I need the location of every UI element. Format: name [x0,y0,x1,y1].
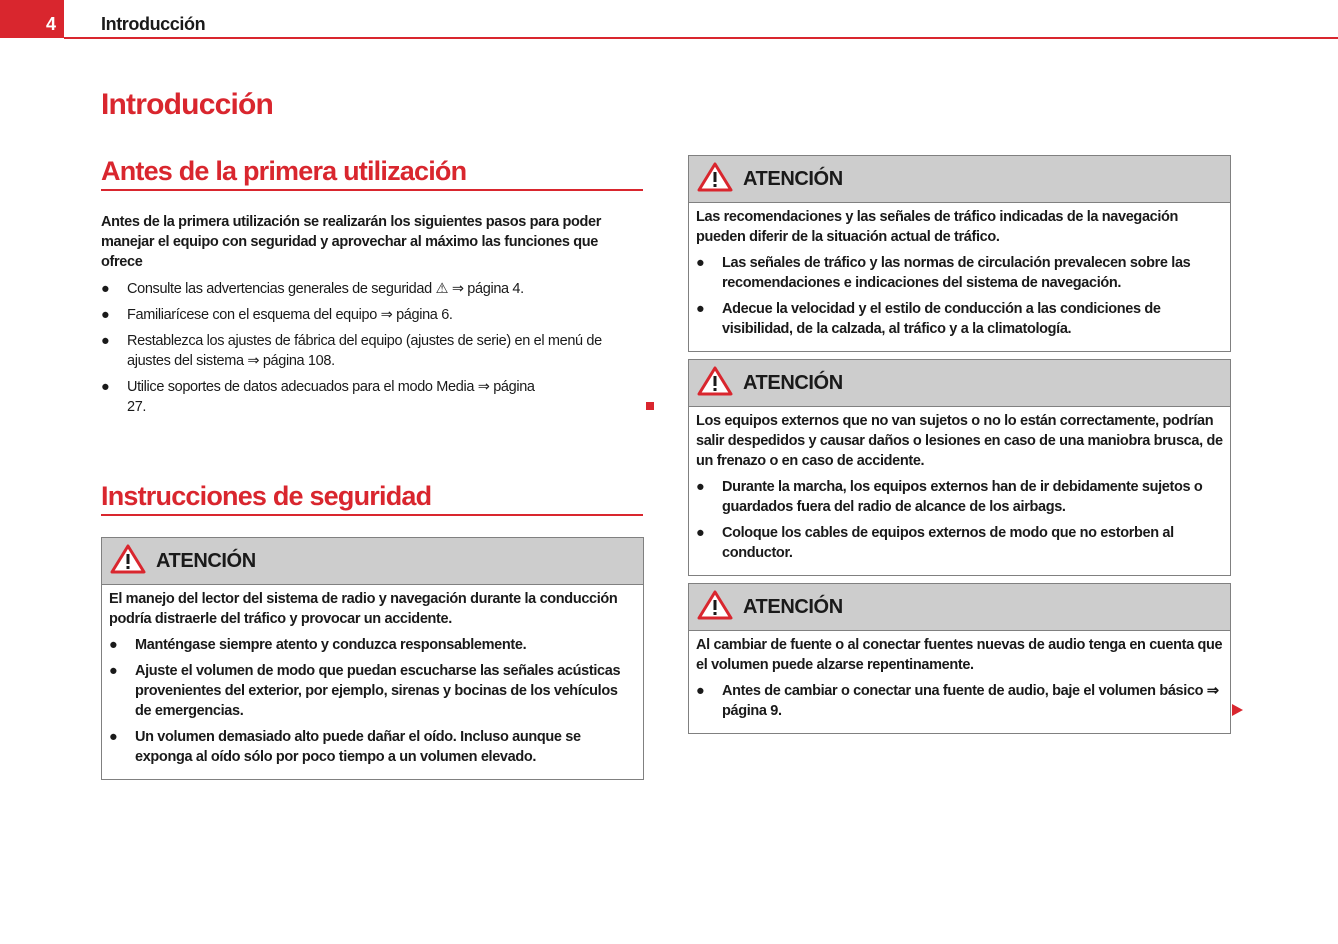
warning-triangle-icon [697,590,733,624]
bullet: ● [101,333,110,349]
bullet: ● [109,663,118,679]
warning-item-text: Coloque los cables de equipos externos de modo que no estorben al conductor. [722,525,1174,561]
warning-header [689,360,1230,407]
warning-header [689,156,1230,203]
warning-header [689,584,1230,631]
warning-item [696,299,1223,339]
section-heading-safety: Instrucciones de seguridad [101,480,643,516]
list-item-text: Utilice soportes de datos adecuados para el modo Media ⇒ página 27. [127,379,535,415]
bullet: ● [696,301,705,317]
warning-item-text: Antes de cambiar o conectar una fuente de audio, baje el volumen básico ⇒ página 9. [722,683,1219,719]
bullet: ● [696,525,705,541]
section-end-mark [646,402,654,410]
warning-item [696,477,1223,517]
warning-text: Los equipos externos que no van sujetos o no lo están correctamente, podrían salir despedidos y causar daños o lesiones en caso de una maniobra brusca, de un frenazo o en caso de accidente. [696,413,1223,469]
running-header: Introducción [101,14,206,34]
warning-body [689,407,1230,575]
warning-body [689,203,1230,351]
warning-item [696,681,1223,721]
warning-item-text: Ajuste el volumen de modo que puedan escucharse las señales acústicas provenientes del exterior, por ejemplo, sirenas y bocinas de los vehículos de emergencias. [135,663,621,719]
warning-item [109,661,636,721]
steps-list [101,279,631,423]
warning-item [109,727,636,767]
warning-text: Al cambiar de fuente o al conectar fuentes nuevas de audio tenga en cuenta que el volumen puede alzarse repentinamente. [696,637,1223,673]
bullet: ● [101,281,110,297]
warning-box [688,155,1231,352]
list-item [101,377,541,417]
warning-item [696,253,1223,293]
bullet: ● [696,479,705,495]
list-item [101,305,631,325]
warning-box [688,359,1231,576]
warning-box [688,583,1231,734]
warning-box [101,537,644,780]
bullet: ● [109,729,118,745]
list-item [101,279,631,299]
intro-paragraph: Antes de la primera utilización se realizarán los siguientes pasos para poder manejar el equipo con seguridad y aprovechar al máximo las funciones que ofrece [101,214,602,270]
list-item [101,331,631,371]
warning-triangle-icon [697,162,733,196]
warning-header [102,538,643,585]
warning-text: El manejo del lector del sistema de radio y navegación durante la conducción podría distraerle del tráfico y provocar un accidente. [109,591,618,627]
bullet: ● [696,255,705,271]
warning-triangle-icon [697,366,733,400]
warning-item-text: Adecue la velocidad y el estilo de conducción a las condiciones de visibilidad, de la calzada, al tráfico y a la climatología. [722,301,1161,337]
list-item-text: Familiarícese con el esquema del equipo ⇒ página 6. [127,307,453,323]
warning-item [109,635,636,655]
warning-title: ATENCIÓN [743,372,843,394]
warning-item-text: Durante la marcha, los equipos externos han de ir debidamente sujetos o guardados fuera del radio de alcance de los airbags. [722,479,1203,515]
warning-text: Las recomendaciones y las señales de tráfico indicadas de la navegación pueden diferir de la situación actual de tráfico. [696,209,1179,245]
warning-title: ATENCIÓN [743,596,843,618]
header-rule [64,37,1338,39]
continue-arrow-icon [1232,704,1243,716]
warning-item-text: Manténgase siempre atento y conduzca responsablemente. [135,637,527,653]
warning-title: ATENCIÓN [743,168,843,190]
page-number: 4 [0,0,64,38]
list-item-text: Consulte las advertencias generales de seguridad ⚠ ⇒ página 4. [127,281,524,297]
section-heading-first-use: Antes de la primera utilización [101,155,643,191]
warning-item [696,523,1223,563]
bullet: ● [696,683,705,699]
bullet: ● [101,379,110,395]
bullet: ● [101,307,110,323]
list-item-text: Restablezca los ajustes de fábrica del equipo (ajustes de serie) en el menú de ajustes del sistema ⇒ página 108. [127,333,602,369]
warning-title: ATENCIÓN [156,550,256,572]
warning-triangle-icon [110,544,146,578]
bullet: ● [109,637,118,653]
warning-body [689,631,1230,733]
page-title: Introducción [101,88,274,121]
warning-item-text: Un volumen demasiado alto puede dañar el oído. Incluso aunque se exponga al oído sólo por poco tiempo a un volumen elevado. [135,729,581,765]
warning-item-text: Las señales de tráfico y las normas de circulación prevalecen sobre las recomendaciones e indicaciones del sistema de navegación. [722,255,1191,291]
warning-body [102,585,643,779]
